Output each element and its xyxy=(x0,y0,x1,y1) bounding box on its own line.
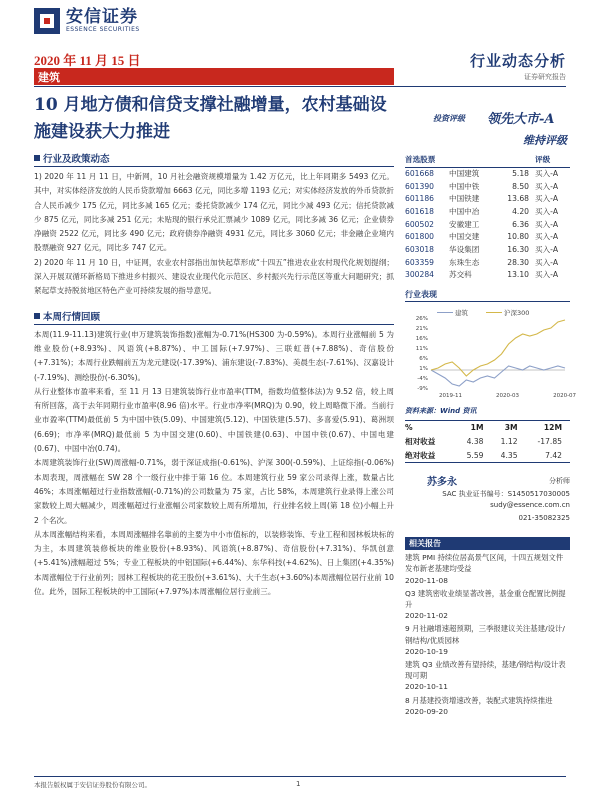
y-tick-label: 26% xyxy=(415,316,428,323)
related-report-title: 9 月社融增速超预期，三季报建议关注基建/设计/钢结构/优质园林 xyxy=(405,624,565,645)
related-report-title: Q3 建筑密收业绩显著改善，基金重仓配置比例提升 xyxy=(405,588,566,609)
stock-code: 601390 xyxy=(405,181,434,191)
y-tick-label: 16% xyxy=(415,336,428,343)
paragraph: 1) 2020 年 11 月 11 日，中新网，10 月社会融资规模增量为 1.42 万亿元，比上年同期多 5493 亿元。其中，对实体经济发放的人民币贷款增加 6663 亿元，同比多增 1193 亿元；对实体经济发放的外币贷款折合人民币减少 175 亿元，同比多减 165 亿元；委托贷款减少 174 亿元，同比少减 493 亿元；信托贷款减少 875 亿元，同比多减 251 亿元；未贴现的银行承兑汇票减少 1089 亿元，同比多减 36 亿元；企业债券净融资 2522 亿元，同比多 490 亿元；政府债券净融资 4931 亿元，同比多 3060 亿元；非金融企业境内股票融资 927 亿元，同比多 747 亿元。 xyxy=(34,172,394,253)
stock-rating: 买入-A xyxy=(535,232,559,242)
sector-label: 建筑 xyxy=(38,71,60,84)
related-report-title: 建筑 PMI 持续位居高景气区间，十四五规划文件发布新老基建均受益 xyxy=(405,553,564,574)
column-header xyxy=(449,153,501,167)
related-report-date: 2020-10-19 xyxy=(405,646,448,656)
table-row xyxy=(405,256,570,269)
y-tick-label: 11% xyxy=(415,346,428,353)
stock-price: 13.10 xyxy=(507,270,529,280)
y-tick-label: -4% xyxy=(417,376,428,383)
footer-divider xyxy=(34,776,566,777)
related-reports-heading: 相关报告 xyxy=(405,537,570,550)
page-header xyxy=(0,0,600,44)
stock-price: 13.68 xyxy=(507,194,529,204)
stock-table xyxy=(405,153,570,281)
chart-svg xyxy=(405,306,577,402)
related-reports-list xyxy=(405,552,570,717)
table-row xyxy=(405,230,570,243)
y-tick-label: -9% xyxy=(417,386,428,393)
stock-price: 10.80 xyxy=(507,232,529,242)
stock-rating: 买入-A xyxy=(535,181,559,191)
stock-price: 28.30 xyxy=(507,257,529,267)
table-row xyxy=(405,167,570,180)
table-cell: 1.12 xyxy=(500,437,518,447)
square-bullet-icon xyxy=(34,313,40,319)
rating-value: 领先大市-A xyxy=(487,112,555,127)
column-header: 12M xyxy=(526,421,570,435)
top-divider xyxy=(34,86,566,87)
paragraph: 本周(11.9-11.13)建筑行业(申万建筑装饰指数)涨幅为-0.71%(HS300 为-0.59%)。本周行业涨幅前 5 为维业股份(+8.93%)、风语筑(+8.87%)、中工国际(+7.97%)、三联虹普(+7.88%)、奇信股份(+7.31%)；本周行业跌幅前五为龙元建设(-17.39%)、浦东建设(-7.83%)、美晨生态(-7.61%)、汉嘉设计(-7.19%)、测绘股份(-6.30%)。 xyxy=(34,329,394,382)
stock-rating: 买入-A xyxy=(535,206,559,216)
stock-code: 601186 xyxy=(405,194,434,204)
legend-item: 沪深300 xyxy=(486,308,529,317)
stock-code: 300284 xyxy=(405,270,434,280)
logo-mark-icon xyxy=(34,8,60,34)
table-row xyxy=(405,269,570,282)
rating-label: 投资评级 xyxy=(433,114,465,123)
related-report-date: 2020-09-20 xyxy=(405,706,448,716)
stock-price: 6.36 xyxy=(512,219,529,229)
table-cell: 5.59 xyxy=(457,449,491,463)
table-cell: 4.38 xyxy=(466,437,484,447)
doc-type: 行业动态分析 xyxy=(469,52,566,70)
performance-heading: 行业表现 xyxy=(405,289,570,302)
paragraph: 本周建筑装饰行业(SW)周涨幅-0.71%，弱于深证成指(-0.61%)、沪深 300(-0.59%)、上证综指(-0.06%)本周表现，周涨幅在 SW 28 个一级行业中排于第 16 位。本周建筑行业 59 家公司录得上涨，数量占比 46%；本周涨幅超过行业指数涨幅(-0.71%)的公司数量为 75 家，占比 58%，本周建筑行业录得上涨公司家数较上周大幅减少，周涨幅超过行业涨幅公司家数较上周有所增加，行业排名较上周(第 18 位)小幅上升 2 个名次。 xyxy=(34,458,394,525)
stock-name: 中国铁建 xyxy=(449,194,480,204)
paragraph: 从行业整体市盈率来看，至 11 月 13 日建筑装饰行业市盈率(TTM，指数均值整体法)为 9.52 倍，较上周有所回落，高于去年同期行业市盈率(8.96 倍)水平。行业市净率(MRQ)为 0.90，较上周略微下滑。当前行业市盈率(TTM)最低前 5 为中国中铁(5.09)、中国建筑(5.12)、中国铁建(5.57)、多喜爱(5.91)、葛洲坝(6.69)；市净率(MRQ)最低前 5 为中国交建(0.60)、中国铁建(0.63)、中国中铁(0.67)、中国电建(0.67)、中国中冶(0.74)。 xyxy=(34,386,394,454)
rating-maintain: 维持评级 xyxy=(523,134,567,147)
related-report-item[interactable] xyxy=(405,695,570,717)
related-report-item[interactable] xyxy=(405,588,570,622)
table-cell: 7.42 xyxy=(526,449,570,463)
column-header xyxy=(501,153,535,167)
series-line-hs300 xyxy=(431,320,565,376)
logo-english: ESSENCE SECURITIES xyxy=(66,26,140,33)
table-cell: -17.85 xyxy=(537,437,562,447)
chart-source: 资料来源：Wind 资讯 xyxy=(405,407,477,416)
analyst-role: 分析师 xyxy=(549,477,570,486)
stock-code: 601800 xyxy=(405,232,434,242)
legend-swatch-icon xyxy=(437,312,453,313)
table-row xyxy=(405,192,570,205)
page-number: 1 xyxy=(296,780,301,788)
related-report-item[interactable] xyxy=(405,552,570,586)
stock-code: 601668 xyxy=(405,169,434,179)
report-date: 2020 年 11 月 15 日 xyxy=(34,53,141,68)
column-header: 首选股票 xyxy=(405,153,449,167)
section-heading: 本周行情回顾 xyxy=(34,311,394,325)
square-bullet-icon xyxy=(34,155,40,161)
stock-name: 苏交科 xyxy=(449,270,472,280)
chart-legend xyxy=(437,308,529,317)
stock-name: 中国交建 xyxy=(449,232,480,242)
stock-rating: 买入-A xyxy=(535,169,559,179)
stock-name: 中国中铁 xyxy=(449,181,480,191)
table-header-row xyxy=(405,421,570,435)
stock-price: 8.50 xyxy=(512,181,529,191)
y-tick-label: 6% xyxy=(419,356,428,363)
related-report-date: 2020-11-08 xyxy=(405,575,448,585)
table-header-row xyxy=(405,153,570,167)
column-header: 3M xyxy=(492,421,526,435)
stock-code: 603359 xyxy=(405,257,434,267)
analyst-email[interactable]: sudy@essence.com.cn xyxy=(490,501,570,510)
row-label: 相对收益 xyxy=(405,437,436,447)
related-report-date: 2020-11-02 xyxy=(405,611,448,621)
table-row xyxy=(405,218,570,231)
related-report-date: 2020-10-11 xyxy=(405,682,448,692)
stock-price: 16.30 xyxy=(507,244,529,254)
related-report-title: 建筑 Q3 业绩改善有望持续，基建/钢结构/设计表现可期 xyxy=(405,660,566,681)
stock-name: 东珠生态 xyxy=(449,257,480,267)
analyst-info xyxy=(405,473,570,531)
legend-item: 建筑 xyxy=(437,308,468,317)
sector-bar xyxy=(34,68,394,85)
x-tick-label: 2020-07 xyxy=(553,393,577,400)
column-header: % xyxy=(405,421,457,435)
performance-chart xyxy=(405,306,577,402)
legend-swatch-icon xyxy=(486,312,502,313)
stock-rating: 买入-A xyxy=(535,244,559,254)
stock-code: 600502 xyxy=(405,219,434,229)
y-tick-label: 21% xyxy=(415,326,428,333)
stock-rating: 买入-A xyxy=(535,219,559,229)
stock-name: 中国建筑 xyxy=(449,169,480,179)
table-row xyxy=(405,449,570,463)
analyst-phone: 021-35082325 xyxy=(518,514,570,523)
analyst-name: 苏多永 xyxy=(427,477,457,489)
related-report-item[interactable] xyxy=(405,623,570,657)
table-row xyxy=(405,243,570,256)
column-header: 1M xyxy=(457,421,491,435)
stock-code: 601618 xyxy=(405,206,434,216)
analyst-license: SAC 执业证书编号：S1450517030005 xyxy=(442,490,570,499)
footer-note: 本报告版权属于安信证券股份有限公司。 xyxy=(34,781,151,789)
company-logo xyxy=(34,8,140,34)
stock-code: 603018 xyxy=(405,244,434,254)
main-content xyxy=(34,153,394,599)
paragraph: 从本周涨幅结构来看，本周周涨幅排名靠前的主要为中小市值标的，以装修装饰、专业工程和园林板块标的为主，本周建筑装修板块的维业股份(+8.93%)、风语筑(+8.87%)、奇信股份(+7.31%)、华凯创意(+5.41%)涨幅超过 5%；专业工程板块的中铝国际(+6.44%)、东华科技(+4.62%)、日上集团(+4.35%)本周涨幅位于行业前列；园林工程板块的花王股份(+3.61%)、大千生态(+3.60%)本周涨幅位居行业前 10 位。此外，国际工程板块的中工国际(+7.97%)本周涨幅位居行业前三。 xyxy=(34,529,394,597)
stock-price: 4.20 xyxy=(512,206,529,216)
logo-chinese: 安信证券 xyxy=(66,7,138,27)
table-row xyxy=(405,435,570,449)
y-tick-label: 1% xyxy=(419,366,428,373)
table-row xyxy=(405,180,570,193)
series-line-sector xyxy=(431,366,565,386)
stock-rating: 买入-A xyxy=(535,270,559,280)
stock-price: 5.18 xyxy=(512,169,529,179)
x-tick-label: 2019-11 xyxy=(439,393,462,400)
table-cell: 4.35 xyxy=(492,449,526,463)
section-heading: 行业及政策动态 xyxy=(34,153,394,167)
stock-name: 中国中冶 xyxy=(449,206,480,216)
x-tick-label: 2020-03 xyxy=(496,393,520,400)
report-subtitle: 证券研究报告 xyxy=(524,73,566,81)
related-report-item[interactable] xyxy=(405,659,570,693)
page-title: 10 月地方债和信贷支撑社融增量，农村基础设施建设获大力推进 xyxy=(34,95,387,142)
returns-table xyxy=(405,420,570,463)
column-header: 评级 xyxy=(535,153,570,167)
stock-rating: 买入-A xyxy=(535,257,559,267)
stock-rating: 买入-A xyxy=(535,194,559,204)
paragraph: 2) 2020 年 11 月 10 日，中证网，农业农村部指出加快起草形成“十四五”推进农业农村现代化规划提纲；深入开展双循环新格局下推进乡村振兴、建设农业现代化示范区、乡村振兴先行示范区等重大问题研究；抓紧起草支持脱贫地区特色产业可持续发展的指导意见。 xyxy=(34,257,394,296)
stock-name: 安徽建工 xyxy=(449,219,480,229)
stock-name: 华设集团 xyxy=(449,244,480,254)
related-report-title: 8 月基建投资增速改善，装配式建筑持续推进 xyxy=(405,695,553,705)
sidebar xyxy=(405,153,577,717)
table-row xyxy=(405,205,570,218)
row-label: 绝对收益 xyxy=(405,449,457,463)
